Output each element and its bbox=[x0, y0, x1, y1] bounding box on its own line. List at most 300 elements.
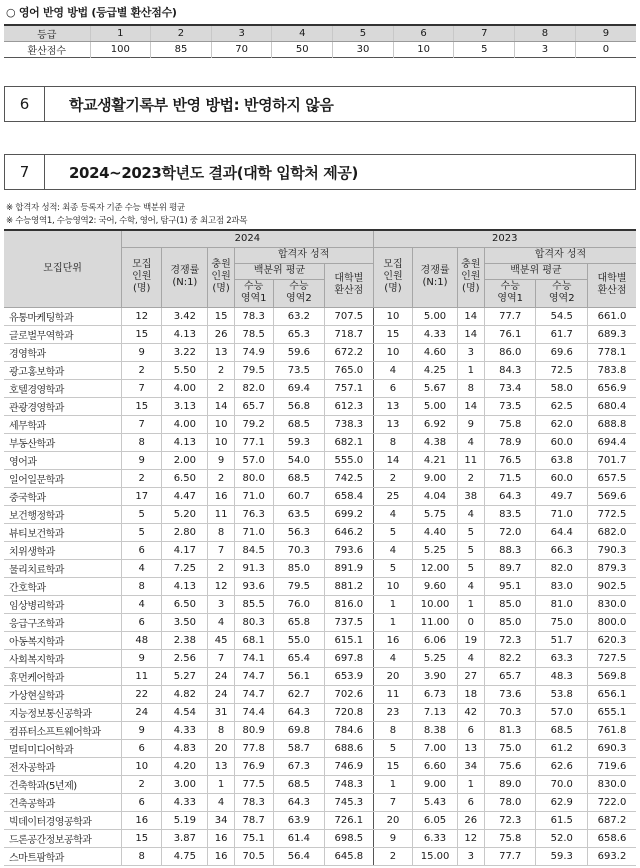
competition-2023-cell: 3.90 bbox=[413, 667, 457, 685]
quota-2024-cell: 8 bbox=[122, 577, 162, 595]
score-cell: 5 bbox=[454, 42, 515, 58]
converted-2024-cell: 742.5 bbox=[325, 469, 373, 487]
area1-2023-cell: 88.3 bbox=[484, 541, 536, 559]
quota-2024-cell: 12 bbox=[122, 307, 162, 325]
area1-2024-cell: 65.7 bbox=[234, 397, 273, 415]
area1-2024-cell: 74.9 bbox=[234, 343, 273, 361]
area2-2023-cell: 68.5 bbox=[536, 721, 588, 739]
area1-2024-cell: 57.0 bbox=[234, 451, 273, 469]
area1-2023-cell: 73.6 bbox=[484, 685, 536, 703]
converted-2024-cell: 891.9 bbox=[325, 559, 373, 577]
area2-2023-cell: 58.0 bbox=[536, 379, 588, 397]
quota-2023-cell: 5 bbox=[373, 523, 413, 541]
converted-2023-cell: 727.5 bbox=[587, 649, 636, 667]
department-cell: 지능정보통신공학과 bbox=[4, 703, 122, 721]
extra-2024-cell: 10 bbox=[208, 415, 234, 433]
header-converted-2023: 대학별 환산점 bbox=[587, 263, 636, 307]
extra-2024-cell: 24 bbox=[208, 685, 234, 703]
competition-2024-cell: 4.83 bbox=[162, 739, 208, 757]
department-cell: 간호학과 bbox=[4, 577, 122, 595]
area2-2023-cell: 54.5 bbox=[536, 307, 588, 325]
converted-2024-cell: 737.5 bbox=[325, 613, 373, 631]
area1-2024-cell: 85.5 bbox=[234, 595, 273, 613]
area1-2023-cell: 85.0 bbox=[484, 613, 536, 631]
quota-2024-cell: 16 bbox=[122, 811, 162, 829]
grade-row bbox=[4, 25, 636, 42]
converted-2024-cell: 745.3 bbox=[325, 793, 373, 811]
area1-2024-cell: 77.8 bbox=[234, 739, 273, 757]
area2-2023-cell: 60.0 bbox=[536, 433, 588, 451]
converted-2023-cell: 830.0 bbox=[587, 595, 636, 613]
competition-2024-cell: 4.47 bbox=[162, 487, 208, 505]
extra-2024-cell: 7 bbox=[208, 649, 234, 667]
score-cell: 50 bbox=[272, 42, 333, 58]
quota-2023-cell: 13 bbox=[373, 397, 413, 415]
converted-2023-cell: 790.3 bbox=[587, 541, 636, 559]
converted-2024-cell: 612.3 bbox=[325, 397, 373, 415]
area1-2023-cell: 77.7 bbox=[484, 307, 536, 325]
competition-2024-cell: 4.33 bbox=[162, 793, 208, 811]
area2-2024-cell: 63.9 bbox=[273, 811, 325, 829]
area1-2023-cell: 64.3 bbox=[484, 487, 536, 505]
area1-2024-cell: 84.5 bbox=[234, 541, 273, 559]
competition-2023-cell: 15.00 bbox=[413, 847, 457, 865]
converted-2023-cell: 655.1 bbox=[587, 703, 636, 721]
competition-2023-cell: 8.38 bbox=[413, 721, 457, 739]
extra-2023-cell: 4 bbox=[457, 433, 484, 451]
area2-2023-cell: 60.0 bbox=[536, 469, 588, 487]
competition-2024-cell: 2.56 bbox=[162, 649, 208, 667]
area1-2024-cell: 68.1 bbox=[234, 631, 273, 649]
department-cell: 전자공학과 bbox=[4, 757, 122, 775]
extra-2024-cell: 3 bbox=[208, 595, 234, 613]
header-passer-scores-2023: 합격자 성적 bbox=[484, 247, 636, 263]
extra-2024-cell: 9 bbox=[208, 451, 234, 469]
area1-2024-cell: 74.7 bbox=[234, 685, 273, 703]
converted-2024-cell: 645.8 bbox=[325, 847, 373, 865]
competition-2024-cell: 5.20 bbox=[162, 505, 208, 523]
extra-2023-cell: 8 bbox=[457, 379, 484, 397]
table-row bbox=[4, 307, 636, 325]
quota-2024-cell: 9 bbox=[122, 451, 162, 469]
quota-2024-cell: 48 bbox=[122, 631, 162, 649]
competition-2023-cell: 5.00 bbox=[413, 307, 457, 325]
competition-2024-cell: 4.13 bbox=[162, 433, 208, 451]
department-cell: 중국학과 bbox=[4, 487, 122, 505]
extra-2023-cell: 5 bbox=[457, 559, 484, 577]
score-cell: 100 bbox=[90, 42, 151, 58]
table-row bbox=[4, 361, 636, 379]
area2-2023-cell: 70.0 bbox=[536, 775, 588, 793]
department-cell: 사회복지학과 bbox=[4, 649, 122, 667]
competition-2024-cell: 4.00 bbox=[162, 379, 208, 397]
area2-2023-cell: 61.5 bbox=[536, 811, 588, 829]
quota-2024-cell: 5 bbox=[122, 505, 162, 523]
converted-2023-cell: 694.4 bbox=[587, 433, 636, 451]
area2-2024-cell: 63.2 bbox=[273, 307, 325, 325]
extra-2024-cell: 13 bbox=[208, 343, 234, 361]
extra-2023-cell: 14 bbox=[457, 325, 484, 343]
quota-2023-cell: 8 bbox=[373, 433, 413, 451]
area2-2023-cell: 62.9 bbox=[536, 793, 588, 811]
extra-2024-cell: 7 bbox=[208, 541, 234, 559]
area1-2023-cell: 73.4 bbox=[484, 379, 536, 397]
area2-2024-cell: 76.0 bbox=[273, 595, 325, 613]
table-row bbox=[4, 595, 636, 613]
header-quota-2024: 모집 인원 (명) bbox=[122, 247, 162, 307]
competition-2024-cell: 3.87 bbox=[162, 829, 208, 847]
area1-2024-cell: 93.6 bbox=[234, 577, 273, 595]
quota-2024-cell: 24 bbox=[122, 703, 162, 721]
competition-2024-cell: 4.20 bbox=[162, 757, 208, 775]
area2-2023-cell: 82.0 bbox=[536, 559, 588, 577]
area2-2023-cell: 53.8 bbox=[536, 685, 588, 703]
competition-2023-cell: 4.40 bbox=[413, 523, 457, 541]
quota-2023-cell: 9 bbox=[373, 829, 413, 847]
converted-2024-cell: 707.5 bbox=[325, 307, 373, 325]
header-extra-2024: 충원 인원 (명) bbox=[208, 247, 234, 307]
grade-cell: 3 bbox=[211, 25, 272, 42]
department-cell: 빅데이터경영공학과 bbox=[4, 811, 122, 829]
extra-2024-cell: 8 bbox=[208, 721, 234, 739]
grade-cell: 7 bbox=[454, 25, 515, 42]
competition-2024-cell: 3.50 bbox=[162, 613, 208, 631]
extra-2023-cell: 13 bbox=[457, 739, 484, 757]
quota-2024-cell: 8 bbox=[122, 847, 162, 865]
area1-2024-cell: 77.5 bbox=[234, 775, 273, 793]
converted-2024-cell: 881.2 bbox=[325, 577, 373, 595]
extra-2024-cell: 34 bbox=[208, 811, 234, 829]
area1-2024-cell: 74.1 bbox=[234, 649, 273, 667]
area2-2024-cell: 55.0 bbox=[273, 631, 325, 649]
converted-2023-cell: 569.6 bbox=[587, 487, 636, 505]
area1-2024-cell: 80.9 bbox=[234, 721, 273, 739]
extra-2024-cell: 4 bbox=[208, 613, 234, 631]
quota-2024-cell: 6 bbox=[122, 541, 162, 559]
table-row bbox=[4, 757, 636, 775]
area1-2023-cell: 70.3 bbox=[484, 703, 536, 721]
quota-2024-cell: 15 bbox=[122, 397, 162, 415]
department-cell: 멀티미디어학과 bbox=[4, 739, 122, 757]
grade-row-label: 등급 bbox=[4, 25, 90, 42]
competition-2023-cell: 9.00 bbox=[413, 775, 457, 793]
competition-2024-cell: 2.00 bbox=[162, 451, 208, 469]
department-cell: 건축공학과 bbox=[4, 793, 122, 811]
converted-2023-cell: 688.8 bbox=[587, 415, 636, 433]
converted-2023-cell: 772.5 bbox=[587, 505, 636, 523]
quota-2023-cell: 13 bbox=[373, 415, 413, 433]
extra-2023-cell: 4 bbox=[457, 577, 484, 595]
area2-2023-cell: 64.4 bbox=[536, 523, 588, 541]
table-row bbox=[4, 433, 636, 451]
competition-2024-cell: 4.33 bbox=[162, 721, 208, 739]
department-cell: 유통마케팅학과 bbox=[4, 307, 122, 325]
converted-2023-cell: 778.1 bbox=[587, 343, 636, 361]
extra-2023-cell: 42 bbox=[457, 703, 484, 721]
quota-2024-cell: 11 bbox=[122, 667, 162, 685]
english-grade-table bbox=[4, 24, 636, 58]
area1-2023-cell: 73.5 bbox=[484, 397, 536, 415]
area2-2023-cell: 49.7 bbox=[536, 487, 588, 505]
area2-2023-cell: 51.7 bbox=[536, 631, 588, 649]
competition-2024-cell: 4.13 bbox=[162, 325, 208, 343]
converted-2024-cell: 555.0 bbox=[325, 451, 373, 469]
header-quota-2023: 모집 인원 (명) bbox=[373, 247, 413, 307]
area1-2024-cell: 78.3 bbox=[234, 793, 273, 811]
note-areas: ※ 수능영역1, 수능영역2: 국어, 수학, 영어, 탐구(1) 중 최고점 2과목 bbox=[6, 216, 248, 226]
score-row bbox=[4, 42, 636, 58]
quota-2024-cell: 9 bbox=[122, 343, 162, 361]
department-cell: 세무학과 bbox=[4, 415, 122, 433]
converted-2024-cell: 688.6 bbox=[325, 739, 373, 757]
quota-2023-cell: 4 bbox=[373, 361, 413, 379]
competition-2023-cell: 4.25 bbox=[413, 361, 457, 379]
competition-2023-cell: 5.67 bbox=[413, 379, 457, 397]
converted-2023-cell: 689.3 bbox=[587, 325, 636, 343]
area2-2023-cell: 48.3 bbox=[536, 667, 588, 685]
section-6-number: 6 bbox=[5, 87, 45, 121]
quota-2023-cell: 10 bbox=[373, 307, 413, 325]
score-row-label: 환산점수 bbox=[4, 42, 90, 58]
quota-2024-cell: 5 bbox=[122, 523, 162, 541]
extra-2023-cell: 5 bbox=[457, 523, 484, 541]
area1-2023-cell: 75.6 bbox=[484, 757, 536, 775]
extra-2024-cell: 16 bbox=[208, 829, 234, 847]
competition-2024-cell: 2.80 bbox=[162, 523, 208, 541]
extra-2023-cell: 2 bbox=[457, 469, 484, 487]
header-passer-scores-2024: 합격자 성적 bbox=[234, 247, 373, 263]
converted-2024-cell: 816.0 bbox=[325, 595, 373, 613]
extra-2023-cell: 12 bbox=[457, 829, 484, 847]
converted-2023-cell: 693.2 bbox=[587, 847, 636, 865]
grade-cell: 4 bbox=[272, 25, 333, 42]
area2-2024-cell: 70.3 bbox=[273, 541, 325, 559]
area1-2023-cell: 77.7 bbox=[484, 847, 536, 865]
header-unit: 모집단위 bbox=[4, 230, 122, 307]
quota-2023-cell: 15 bbox=[373, 325, 413, 343]
extra-2023-cell: 4 bbox=[457, 505, 484, 523]
table-row bbox=[4, 847, 636, 865]
score-cell: 85 bbox=[151, 42, 212, 58]
converted-2023-cell: 879.3 bbox=[587, 559, 636, 577]
area1-2024-cell: 76.3 bbox=[234, 505, 273, 523]
extra-2023-cell: 9 bbox=[457, 415, 484, 433]
competition-2023-cell: 4.21 bbox=[413, 451, 457, 469]
area2-2024-cell: 58.7 bbox=[273, 739, 325, 757]
competition-2024-cell: 3.22 bbox=[162, 343, 208, 361]
area2-2024-cell: 64.3 bbox=[273, 703, 325, 721]
grade-cell: 2 bbox=[151, 25, 212, 42]
quota-2023-cell: 2 bbox=[373, 469, 413, 487]
table-row bbox=[4, 415, 636, 433]
competition-2024-cell: 6.50 bbox=[162, 595, 208, 613]
extra-2023-cell: 0 bbox=[457, 613, 484, 631]
competition-2023-cell: 6.05 bbox=[413, 811, 457, 829]
area1-2024-cell: 71.0 bbox=[234, 523, 273, 541]
area1-2023-cell: 83.5 bbox=[484, 505, 536, 523]
department-cell: 부동산학과 bbox=[4, 433, 122, 451]
department-cell: 휴먼케어학과 bbox=[4, 667, 122, 685]
area1-2024-cell: 79.2 bbox=[234, 415, 273, 433]
competition-2024-cell: 3.42 bbox=[162, 307, 208, 325]
quota-2023-cell: 15 bbox=[373, 757, 413, 775]
converted-2024-cell: 738.3 bbox=[325, 415, 373, 433]
area2-2024-cell: 65.8 bbox=[273, 613, 325, 631]
area2-2024-cell: 68.5 bbox=[273, 469, 325, 487]
department-cell: 아동복지학과 bbox=[4, 631, 122, 649]
extra-2024-cell: 2 bbox=[208, 469, 234, 487]
competition-2024-cell: 5.19 bbox=[162, 811, 208, 829]
department-cell: 글로벌무역학과 bbox=[4, 325, 122, 343]
header-competition-2024: 경쟁률 (N:1) bbox=[162, 247, 208, 307]
area2-2023-cell: 66.3 bbox=[536, 541, 588, 559]
area1-2023-cell: 72.0 bbox=[484, 523, 536, 541]
header-converted-2024: 대학별 환산점 bbox=[325, 263, 373, 307]
table-row bbox=[4, 721, 636, 739]
area1-2024-cell: 78.3 bbox=[234, 307, 273, 325]
header-area2-2023: 수능 영역2 bbox=[536, 279, 588, 307]
converted-2023-cell: 690.3 bbox=[587, 739, 636, 757]
extra-2024-cell: 13 bbox=[208, 757, 234, 775]
area1-2024-cell: 74.7 bbox=[234, 667, 273, 685]
department-cell: 스마트팜학과 bbox=[4, 847, 122, 865]
results-body bbox=[4, 307, 636, 865]
competition-2023-cell: 5.75 bbox=[413, 505, 457, 523]
converted-2023-cell: 620.3 bbox=[587, 631, 636, 649]
converted-2024-cell: 646.2 bbox=[325, 523, 373, 541]
area1-2023-cell: 84.3 bbox=[484, 361, 536, 379]
extra-2023-cell: 38 bbox=[457, 487, 484, 505]
extra-2024-cell: 45 bbox=[208, 631, 234, 649]
quota-2024-cell: 15 bbox=[122, 325, 162, 343]
area2-2023-cell: 62.5 bbox=[536, 397, 588, 415]
converted-2023-cell: 830.0 bbox=[587, 775, 636, 793]
competition-2023-cell: 6.73 bbox=[413, 685, 457, 703]
converted-2023-cell: 719.6 bbox=[587, 757, 636, 775]
extra-2023-cell: 27 bbox=[457, 667, 484, 685]
converted-2024-cell: 699.2 bbox=[325, 505, 373, 523]
area2-2023-cell: 81.0 bbox=[536, 595, 588, 613]
grade-cell: 6 bbox=[393, 25, 454, 42]
section-7-box bbox=[4, 154, 636, 190]
area2-2024-cell: 68.5 bbox=[273, 415, 325, 433]
table-row bbox=[4, 739, 636, 757]
area2-2023-cell: 75.0 bbox=[536, 613, 588, 631]
table-row bbox=[4, 487, 636, 505]
department-cell: 광고홍보학과 bbox=[4, 361, 122, 379]
extra-2024-cell: 12 bbox=[208, 577, 234, 595]
area1-2024-cell: 78.5 bbox=[234, 325, 273, 343]
quota-2023-cell: 20 bbox=[373, 811, 413, 829]
header-year-2024: 2024 bbox=[122, 230, 373, 247]
score-cell: 3 bbox=[515, 42, 576, 58]
department-cell: 컴퓨터소프트웨어학과 bbox=[4, 721, 122, 739]
area2-2023-cell: 83.0 bbox=[536, 577, 588, 595]
extra-2024-cell: 16 bbox=[208, 487, 234, 505]
competition-2023-cell: 11.00 bbox=[413, 613, 457, 631]
competition-2024-cell: 5.27 bbox=[162, 667, 208, 685]
converted-2023-cell: 902.5 bbox=[587, 577, 636, 595]
converted-2024-cell: 726.1 bbox=[325, 811, 373, 829]
grade-cell: 9 bbox=[575, 25, 636, 42]
extra-2023-cell: 26 bbox=[457, 811, 484, 829]
table-row bbox=[4, 793, 636, 811]
competition-2023-cell: 9.00 bbox=[413, 469, 457, 487]
quota-2023-cell: 7 bbox=[373, 793, 413, 811]
table-row bbox=[4, 649, 636, 667]
area1-2023-cell: 86.0 bbox=[484, 343, 536, 361]
converted-2023-cell: 722.0 bbox=[587, 793, 636, 811]
extra-2023-cell: 11 bbox=[457, 451, 484, 469]
competition-2023-cell: 12.00 bbox=[413, 559, 457, 577]
extra-2024-cell: 31 bbox=[208, 703, 234, 721]
table-row bbox=[4, 505, 636, 523]
extra-2024-cell: 2 bbox=[208, 361, 234, 379]
quota-2024-cell: 2 bbox=[122, 775, 162, 793]
competition-2023-cell: 6.33 bbox=[413, 829, 457, 847]
extra-2024-cell: 16 bbox=[208, 847, 234, 865]
competition-2024-cell: 5.50 bbox=[162, 361, 208, 379]
extra-2024-cell: 1 bbox=[208, 775, 234, 793]
table-row bbox=[4, 343, 636, 361]
extra-2023-cell: 34 bbox=[457, 757, 484, 775]
quota-2023-cell: 5 bbox=[373, 559, 413, 577]
quota-2024-cell: 15 bbox=[122, 829, 162, 847]
converted-2023-cell: 656.9 bbox=[587, 379, 636, 397]
area1-2024-cell: 74.4 bbox=[234, 703, 273, 721]
table-row bbox=[4, 559, 636, 577]
quota-2023-cell: 10 bbox=[373, 577, 413, 595]
quota-2024-cell: 6 bbox=[122, 793, 162, 811]
converted-2024-cell: 698.5 bbox=[325, 829, 373, 847]
area2-2024-cell: 69.8 bbox=[273, 721, 325, 739]
competition-2023-cell: 7.00 bbox=[413, 739, 457, 757]
converted-2023-cell: 687.2 bbox=[587, 811, 636, 829]
competition-2023-cell: 6.92 bbox=[413, 415, 457, 433]
area2-2024-cell: 69.4 bbox=[273, 379, 325, 397]
extra-2024-cell: 24 bbox=[208, 667, 234, 685]
quota-2024-cell: 22 bbox=[122, 685, 162, 703]
extra-2023-cell: 19 bbox=[457, 631, 484, 649]
competition-2023-cell: 4.33 bbox=[413, 325, 457, 343]
quota-2023-cell: 4 bbox=[373, 505, 413, 523]
score-cell: 0 bbox=[602, 44, 610, 55]
converted-2024-cell: 748.3 bbox=[325, 775, 373, 793]
competition-2023-cell: 10.00 bbox=[413, 595, 457, 613]
extra-2024-cell: 11 bbox=[208, 505, 234, 523]
table-row bbox=[4, 325, 636, 343]
table-row bbox=[4, 685, 636, 703]
quota-2023-cell: 1 bbox=[373, 613, 413, 631]
competition-2024-cell: 4.75 bbox=[162, 847, 208, 865]
area1-2023-cell: 71.5 bbox=[484, 469, 536, 487]
area1-2023-cell: 65.7 bbox=[484, 667, 536, 685]
department-cell: 호텔경영학과 bbox=[4, 379, 122, 397]
area2-2024-cell: 79.5 bbox=[273, 577, 325, 595]
converted-2023-cell: 656.1 bbox=[587, 685, 636, 703]
quota-2023-cell: 16 bbox=[373, 631, 413, 649]
converted-2024-cell: 672.2 bbox=[325, 343, 373, 361]
quota-2023-cell: 1 bbox=[373, 595, 413, 613]
extra-2023-cell: 1 bbox=[457, 361, 484, 379]
area2-2024-cell: 56.1 bbox=[273, 667, 325, 685]
area1-2023-cell: 95.1 bbox=[484, 577, 536, 595]
converted-2024-cell: 615.1 bbox=[325, 631, 373, 649]
area2-2024-cell: 61.4 bbox=[273, 829, 325, 847]
extra-2023-cell: 14 bbox=[457, 307, 484, 325]
area1-2023-cell: 81.3 bbox=[484, 721, 536, 739]
quota-2024-cell: 2 bbox=[122, 469, 162, 487]
